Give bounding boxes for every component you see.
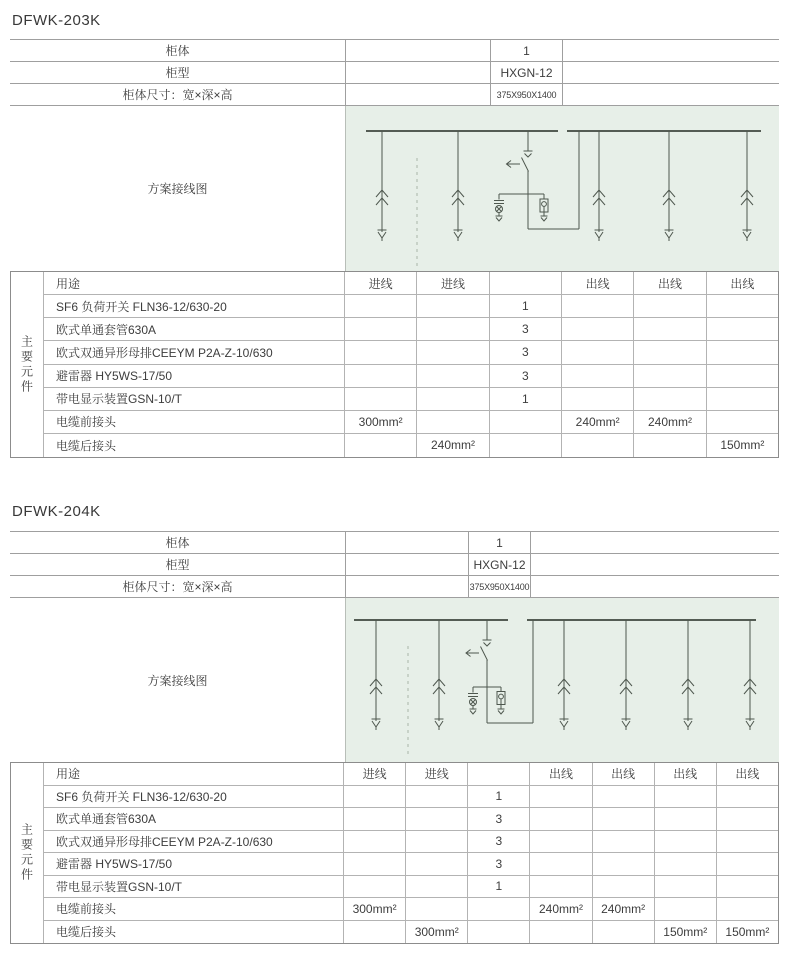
component-cell bbox=[416, 411, 488, 434]
component-cell bbox=[706, 365, 778, 388]
component-cell bbox=[592, 853, 654, 876]
component-cell: 300mm² bbox=[343, 898, 405, 921]
component-cell: 240mm² bbox=[561, 411, 633, 434]
spec-row bbox=[10, 554, 779, 576]
component-cell bbox=[706, 388, 778, 411]
component-cell bbox=[561, 295, 633, 318]
model-title: DFWK-203K bbox=[12, 12, 101, 29]
component-cell bbox=[489, 434, 561, 457]
component-cell bbox=[405, 898, 467, 921]
component-row-label: 欧式双通异形母排CEEYM P2A-Z-10/630 bbox=[44, 341, 344, 364]
component-cell bbox=[592, 921, 654, 944]
component-cell bbox=[343, 876, 405, 899]
component-cell bbox=[343, 853, 405, 876]
spec-value: 1 bbox=[490, 40, 563, 61]
component-cell bbox=[592, 876, 654, 899]
diagram-label: 方案接线图 bbox=[147, 673, 208, 688]
component-cell: 1 bbox=[467, 786, 529, 809]
component-cell bbox=[343, 831, 405, 854]
column-header: 出线 bbox=[529, 763, 591, 786]
component-cell bbox=[716, 786, 778, 809]
component-cell: 3 bbox=[489, 318, 561, 341]
component-cell: 300mm² bbox=[405, 921, 467, 944]
components-sidebar-label: 主要元件 bbox=[11, 763, 44, 943]
component-row-label: 带电显示装置GSN-10/T bbox=[44, 388, 344, 411]
component-cell bbox=[405, 786, 467, 809]
component-cell bbox=[416, 318, 488, 341]
column-header: 出线 bbox=[716, 763, 778, 786]
component-cell: 1 bbox=[489, 295, 561, 318]
component-row-label: 电缆后接头 bbox=[56, 438, 117, 453]
components-table bbox=[10, 762, 779, 944]
usage-header: 用途 bbox=[44, 272, 344, 295]
diagram-label: 方案接线图 bbox=[147, 182, 208, 196]
component-row-label: 欧式单通套管630A bbox=[44, 808, 343, 831]
usage-header: 用途 bbox=[44, 763, 343, 786]
model-title: DFWK-204K bbox=[12, 503, 101, 520]
column-header: 出线 bbox=[706, 272, 778, 295]
component-cell bbox=[633, 295, 705, 318]
component-cell bbox=[592, 808, 654, 831]
component-cell bbox=[529, 786, 591, 809]
component-cell: 150mm² bbox=[654, 921, 716, 944]
spec-row bbox=[10, 576, 779, 598]
component-cell bbox=[633, 341, 705, 364]
component-cell bbox=[654, 786, 716, 809]
spec-table bbox=[10, 531, 779, 598]
component-cell bbox=[405, 808, 467, 831]
component-cell bbox=[706, 411, 778, 434]
component-cell bbox=[405, 876, 467, 899]
component-cell bbox=[633, 365, 705, 388]
spec-row bbox=[10, 40, 779, 62]
component-row-label: 欧式双通异形母排CEEYM P2A-Z-10/630 bbox=[44, 831, 343, 854]
component-cell bbox=[529, 921, 591, 944]
spec-label: 柜型 bbox=[165, 558, 190, 572]
spec-value: 375X950X1400 bbox=[490, 84, 563, 105]
component-cell: 3 bbox=[467, 831, 529, 854]
component-cell bbox=[706, 341, 778, 364]
spec-row bbox=[10, 532, 779, 554]
diagram-row bbox=[10, 106, 779, 271]
component-cell bbox=[416, 388, 488, 411]
component-row-label: 避雷器 HY5WS-17/50 bbox=[44, 853, 343, 876]
component-cell bbox=[416, 295, 488, 318]
component-cell: 240mm² bbox=[633, 411, 705, 434]
component-cell bbox=[561, 434, 633, 457]
component-cell bbox=[416, 341, 488, 364]
component-row-label: 欧式单通套管630A bbox=[44, 318, 344, 341]
component-cell bbox=[405, 853, 467, 876]
spec-label: 柜体 bbox=[165, 536, 190, 550]
spec-value: 375X950X1400 bbox=[468, 576, 531, 597]
component-cell bbox=[344, 365, 416, 388]
column-header: 进线 bbox=[344, 272, 416, 295]
component-row-label: 避雷器 HY5WS-17/50 bbox=[44, 365, 344, 388]
component-cell bbox=[343, 921, 405, 944]
spec-label: 柜体尺寸：宽×深×高 bbox=[122, 88, 233, 102]
component-cell: 240mm² bbox=[529, 898, 591, 921]
component-cell: 1 bbox=[467, 876, 529, 899]
component-cell bbox=[344, 318, 416, 341]
spec-row bbox=[10, 62, 779, 84]
component-cell: 3 bbox=[489, 365, 561, 388]
component-cell bbox=[529, 876, 591, 899]
component-cell bbox=[716, 831, 778, 854]
spec-label: 柜体 bbox=[165, 44, 190, 58]
component-cell bbox=[706, 295, 778, 318]
component-row-label: SF6 负荷开关 FLN36-12/630-20 bbox=[44, 786, 343, 809]
component-cell bbox=[467, 921, 529, 944]
component-cell bbox=[592, 786, 654, 809]
components-sidebar-label: 主要元件 bbox=[11, 272, 44, 457]
column-header: 出线 bbox=[592, 763, 654, 786]
component-cell bbox=[716, 808, 778, 831]
component-cell bbox=[654, 853, 716, 876]
component-cell: 240mm² bbox=[416, 434, 488, 457]
single-line-diagram bbox=[345, 106, 779, 271]
component-cell bbox=[467, 898, 529, 921]
component-cell bbox=[561, 388, 633, 411]
component-cell bbox=[344, 341, 416, 364]
component-row-label: 电缆后接头 bbox=[56, 925, 117, 940]
diagram-row bbox=[10, 598, 779, 762]
component-cell bbox=[654, 808, 716, 831]
component-row-label: 电缆前接头 bbox=[44, 411, 344, 434]
component-cell bbox=[716, 898, 778, 921]
spec-label: 柜体尺寸：宽×深×高 bbox=[122, 580, 233, 594]
component-cell bbox=[343, 808, 405, 831]
component-cell: 300mm² bbox=[344, 411, 416, 434]
component-cell: 150mm² bbox=[716, 921, 778, 944]
spec-table bbox=[10, 39, 779, 106]
component-cell bbox=[716, 853, 778, 876]
component-cell bbox=[592, 831, 654, 854]
column-header bbox=[467, 763, 529, 786]
column-header: 进线 bbox=[343, 763, 405, 786]
column-header: 进线 bbox=[405, 763, 467, 786]
component-cell bbox=[561, 365, 633, 388]
component-cell bbox=[561, 341, 633, 364]
component-cell bbox=[561, 318, 633, 341]
spec-row bbox=[10, 84, 779, 106]
component-cell bbox=[654, 876, 716, 899]
column-header: 出线 bbox=[561, 272, 633, 295]
component-cell: 3 bbox=[467, 853, 529, 876]
components-table bbox=[10, 271, 779, 458]
component-cell bbox=[416, 365, 488, 388]
component-cell bbox=[529, 853, 591, 876]
spec-value: 1 bbox=[468, 532, 531, 553]
component-cell bbox=[405, 831, 467, 854]
column-header: 进线 bbox=[416, 272, 488, 295]
spec-label: 柜型 bbox=[165, 66, 190, 80]
component-cell bbox=[716, 876, 778, 899]
component-cell bbox=[343, 786, 405, 809]
column-header: 出线 bbox=[654, 763, 716, 786]
single-line-diagram bbox=[345, 598, 779, 762]
column-header: 出线 bbox=[633, 272, 705, 295]
component-cell bbox=[489, 411, 561, 434]
column-header bbox=[489, 272, 561, 295]
component-cell: 1 bbox=[489, 388, 561, 411]
spec-value: HXGN-12 bbox=[490, 62, 563, 83]
component-cell bbox=[529, 831, 591, 854]
component-cell bbox=[344, 434, 416, 457]
component-cell bbox=[344, 295, 416, 318]
component-row-label: 电缆前接头 bbox=[44, 898, 343, 921]
component-cell bbox=[529, 808, 591, 831]
component-cell bbox=[633, 434, 705, 457]
spec-value: HXGN-12 bbox=[468, 554, 531, 575]
component-cell bbox=[654, 898, 716, 921]
component-cell: 3 bbox=[489, 341, 561, 364]
component-cell: 3 bbox=[467, 808, 529, 831]
component-cell: 150mm² bbox=[706, 434, 778, 457]
component-cell bbox=[633, 318, 705, 341]
component-cell bbox=[654, 831, 716, 854]
component-row-label: 带电显示装置GSN-10/T bbox=[44, 876, 343, 899]
component-cell bbox=[344, 388, 416, 411]
component-cell bbox=[633, 388, 705, 411]
component-cell bbox=[706, 318, 778, 341]
component-row-label: SF6 负荷开关 FLN36-12/630-20 bbox=[44, 295, 344, 318]
component-cell: 240mm² bbox=[592, 898, 654, 921]
